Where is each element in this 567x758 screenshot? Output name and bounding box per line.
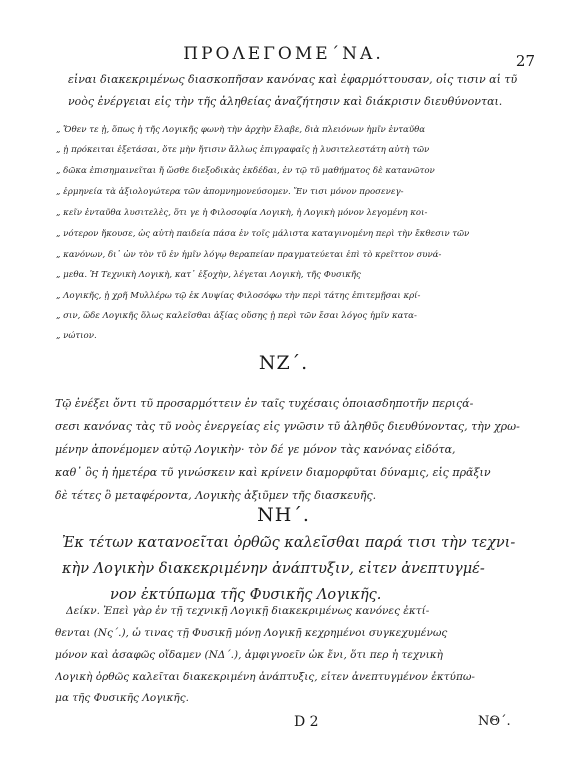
paragraph-line: σεσι κανόνας τὰς τῦ νοὸς ἐνεργείας εἰς γνῶσιν τῦ ἀληθῦς διευθύνοντας, τὴν χρω- — [55, 420, 520, 433]
demonstration-line: θενται (Νς΄.), ὧ τινας τῇ Φυσικῇ μόνῃ Λογικῇ κεχρημένοι συγκεχυμένως — [55, 627, 448, 639]
quote-line: „ ᾗ πρόκειται ἐξετάσαι, ὅτε μὴν ἤτισιν ἄλλως ἐπιγραφαῖς ᾗ λυσιτελεστάτη αὐτὴ τῶν — [56, 145, 430, 155]
section-heading-nh: ΝΗ΄. — [257, 504, 310, 526]
demonstration-line: μόνον καὶ ἀσαφῶς οἴδαμεν (ΝΔ΄.), ἀμφιγνοεῖν ὧκ ἔνι, ὅτι περ ἡ τεχνικὴ — [55, 649, 443, 661]
quote-line: „ ἐρμηνεία τὰ ἀξιολογώτερα τῶν ἀπομνημονεύσομεν. Ἔν τισι μόνον προσενεγ- — [56, 187, 404, 197]
quote-line: „ νότερον ἤκουσε, ὡς αὐτὴ παιδεία πάσα ἐν τοῖς μάλιστα καταγινομένη περὶ τὴν ἔκθεσιν τῶν — [56, 229, 470, 239]
section-heading-nz: ΝΖ΄. — [258, 352, 309, 374]
quote-line: „ Λογικῆς, ᾗ χρῆ Μυλλέρω τῷ ἐκ Λυψίας Φιλοσόφω τὴν περὶ τάτης ἐπιτεμῇσαι κρί- — [56, 291, 421, 301]
paragraph-line: δὲ τέτες ὃ μεταφέροντα, Λογικὴς ἀξιῦμεν τῆς διασκευῆς. — [55, 489, 377, 502]
paragraph-line: μένην ἀπονέμομεν αὐτῷ Λογικὴν· τὸν δέ γε μόνον τὰς κανόνας εἰδότα, — [55, 443, 456, 456]
intro-line: νοὸς ἐνέργειαι εἰς τὴν τῆς ἀληθείας ἀναζήτησιν καὶ διάκρισιν διευθύνονται. — [68, 95, 503, 108]
proposition-line: νον ἐκτύπωμα τῆς Φυσικῆς Λογικῆς. — [110, 587, 382, 603]
intro-line: εἶναι διακεκριμένως διασκοπῆσαν κανόνας καὶ ἐφαρμόττουσαν, οἷς τισιν αἱ τῦ — [68, 73, 518, 86]
quote-line: „ κανόνων, δι᾽ ὧν τὸν τῦ ἐν ἡμῖν λόγῳ θεραπείαν πραγματεύεται ἐπὶ τὸ κρεῖττον συνά- — [56, 250, 442, 260]
proposition-line: Ἐκ τέτων κατανοεῖται ὀρθῶς καλεῖσθαι παρά τισι τὴν τεχνι- — [62, 535, 516, 551]
quote-line: „ κεῖν ἐνταῦθα λυσιτελὲς, ὅτι γε ἡ Φιλοσοφία Λογικὴ, ἡ Λογικὴ μόνον λεγομένη κοι- — [56, 208, 428, 218]
quote-line: „ Ὅθεν τε ᾗ, ὅπως ἡ τῆς Λογικῆς φωνὴ τὴν ἀρχὴν ἔλαβε, διὰ πλειόνων ἡμῖν ἐνταῦθα — [56, 125, 426, 135]
quote-line: „ νώτιον. — [56, 331, 97, 341]
proposition-line: κὴν Λογικὴν διακεκριμένην ἀνάπτυξιν, εἶτεν ἀνεπτυγμέ- — [62, 561, 485, 577]
quote-line: „ μεθα. Ἡ Τεχνικὴ Λογικὴ, κατ᾽ ἐξοχὴν, λέγεται Λογικὴ, τῆς Φυσικῆς — [56, 270, 361, 280]
quote-line: „ δῶκα ἐπισημαινεῖται ἤ ὥσθε διεξοδικὰς ἐκδέδαι, ἐν τῷ τῦ μαθήματος δὲ κατανῶτον — [56, 166, 435, 176]
paragraph-line: καθ᾽ ὃς ἡ ἡμετέρα τῦ γινώσκειν καὶ κρίνειν διαμορφῦται δύναμις, εἰς πρᾶξιν — [55, 466, 491, 479]
demonstration-line: Δείκν. Ἐπεὶ γὰρ ἐν τῇ τεχνικῇ Λογικῇ διακεκριμένως κανόνες ἐκτί- — [66, 605, 430, 617]
running-title: ΠΡΟΛΕΓΟΜΕ΄ΝΑ. — [183, 44, 384, 64]
paragraph-line: Τῷ ἐνέξει ὄντι τῦ προσαρμόττειν ἐν ταῖς τυχέσαις ὁποιασδηποτῆν περιςά- — [55, 397, 474, 410]
quote-line: „ σιν, ὥδε Λογικῆς ὅλως καλεῖσθαι ἀξίας οὔσης ᾗ περὶ τῶν ἔσαι λόγος ἡμῖν κατα- — [56, 311, 417, 321]
page-number: 27 — [515, 52, 535, 70]
signature-mark: D 2 — [294, 714, 319, 730]
catchword: ΝΘ΄. — [478, 714, 511, 729]
demonstration-line: μα τῆς Φυσικῆς Λογικῆς. — [55, 692, 189, 704]
demonstration-line: Λογικὴ ὀρθῶς καλεῖται διακεκριμένη ἀνάπτυξις, εἶτεν ἀνεπτυγμένον ἐκτύπω- — [55, 671, 475, 683]
